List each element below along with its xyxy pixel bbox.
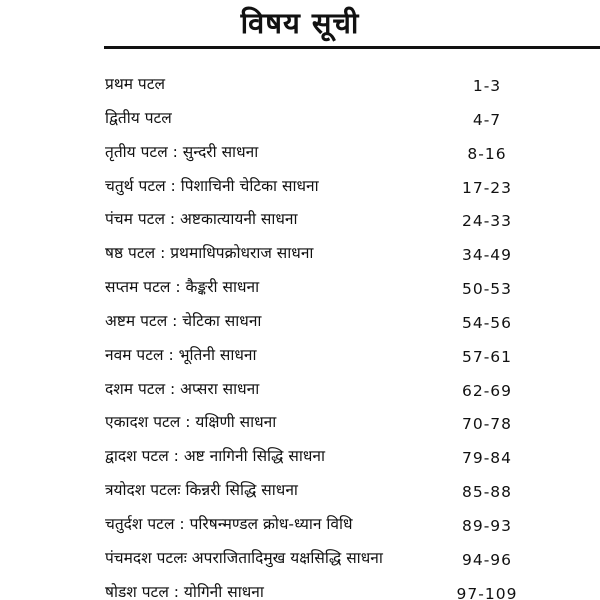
- toc-entry: [0, 543, 600, 577]
- toc-entry-pages: 57-61: [461, 347, 513, 366]
- toc-entry-title: द्वितीय पटल: [105, 108, 172, 127]
- toc-entry-title: प्रथम पटल: [105, 75, 166, 93]
- toc-entry: [0, 171, 600, 205]
- heading-underline: [104, 46, 600, 49]
- toc-entry-title: षोडश पटल : योगिनी साधना: [105, 582, 264, 600]
- toc-entry-title: चतुर्दश पटल : परिषन्मण्डल क्रोध-ध्यान विधि: [105, 514, 353, 533]
- toc-entry-title: चतुर्थ पटल : पिशाचिनी चेटिका साधना: [105, 176, 319, 195]
- toc-entry: [0, 441, 600, 475]
- toc-entry: [0, 340, 600, 374]
- toc-entry: [0, 238, 600, 272]
- toc-entry: [0, 509, 600, 543]
- toc-entry-pages: 54-56: [461, 313, 513, 332]
- toc-entry-pages: 94-96: [461, 550, 513, 569]
- toc-entry-title: पंचम पटल : अष्टकात्यायनी साधना: [105, 210, 298, 229]
- toc-entry: [0, 204, 600, 238]
- toc-entry-pages: 34-49: [461, 246, 513, 265]
- toc-entry-pages: 97-109: [456, 584, 518, 600]
- toc-entry-pages: 8-16: [467, 144, 507, 163]
- toc-entry-pages: 62-69: [461, 381, 513, 400]
- toc-entry-title: दशम पटल : अप्सरा साधना: [105, 379, 260, 398]
- toc-entry-pages: 89-93: [461, 516, 513, 535]
- toc-entry: [0, 475, 600, 509]
- toc-entry-pages: 85-88: [461, 483, 513, 502]
- toc-entry: [0, 407, 600, 441]
- toc-entry-pages: 70-78: [461, 415, 513, 434]
- toc-entry-pages: 17-23: [461, 178, 513, 197]
- toc-entry: [0, 272, 600, 306]
- toc-entry-title: नवम पटल : भूतिनी साधना: [105, 345, 257, 364]
- toc-list: [0, 69, 600, 600]
- toc-entry-title: षष्ठ पटल : प्रथमाधिपक्रोधराज साधना: [105, 244, 314, 263]
- toc-entry-title: अष्टम पटल : चेटिका साधना: [105, 311, 262, 330]
- toc-entry-title: त्रयोदश पटलः किन्नरी सिद्धि साधना: [105, 481, 298, 500]
- toc-entry: [0, 103, 600, 137]
- page-title: विषय सूची: [240, 6, 360, 40]
- toc-heading: [0, 0, 600, 46]
- toc-entry: [0, 374, 600, 408]
- toc-entry-title: द्वादश पटल : अष्ट नागिनी सिद्धि साधना: [105, 447, 326, 466]
- toc-entry-pages: 50-53: [461, 280, 513, 299]
- toc-entry: [0, 69, 600, 103]
- toc-entry: [0, 137, 600, 171]
- toc-entry: [0, 577, 600, 600]
- toc-entry-title: सप्तम पटल : कैङ्करी साधना: [105, 278, 260, 297]
- toc-entry-pages: 79-84: [461, 449, 513, 468]
- toc-entry-pages: 1-3: [472, 77, 502, 95]
- toc-entry-title: पंचमदश पटलः अपराजितादिमुख यक्षसिद्धि साधना: [105, 548, 383, 567]
- toc-entry-pages: 24-33: [461, 212, 513, 231]
- toc-entry: [0, 306, 600, 340]
- toc-entry-title: तृतीय पटल : सुन्दरी साधना: [105, 142, 259, 161]
- toc-entry-pages: 4-7: [472, 110, 502, 129]
- toc-entry-title: एकादश पटल : यक्षिणी साधना: [105, 413, 277, 432]
